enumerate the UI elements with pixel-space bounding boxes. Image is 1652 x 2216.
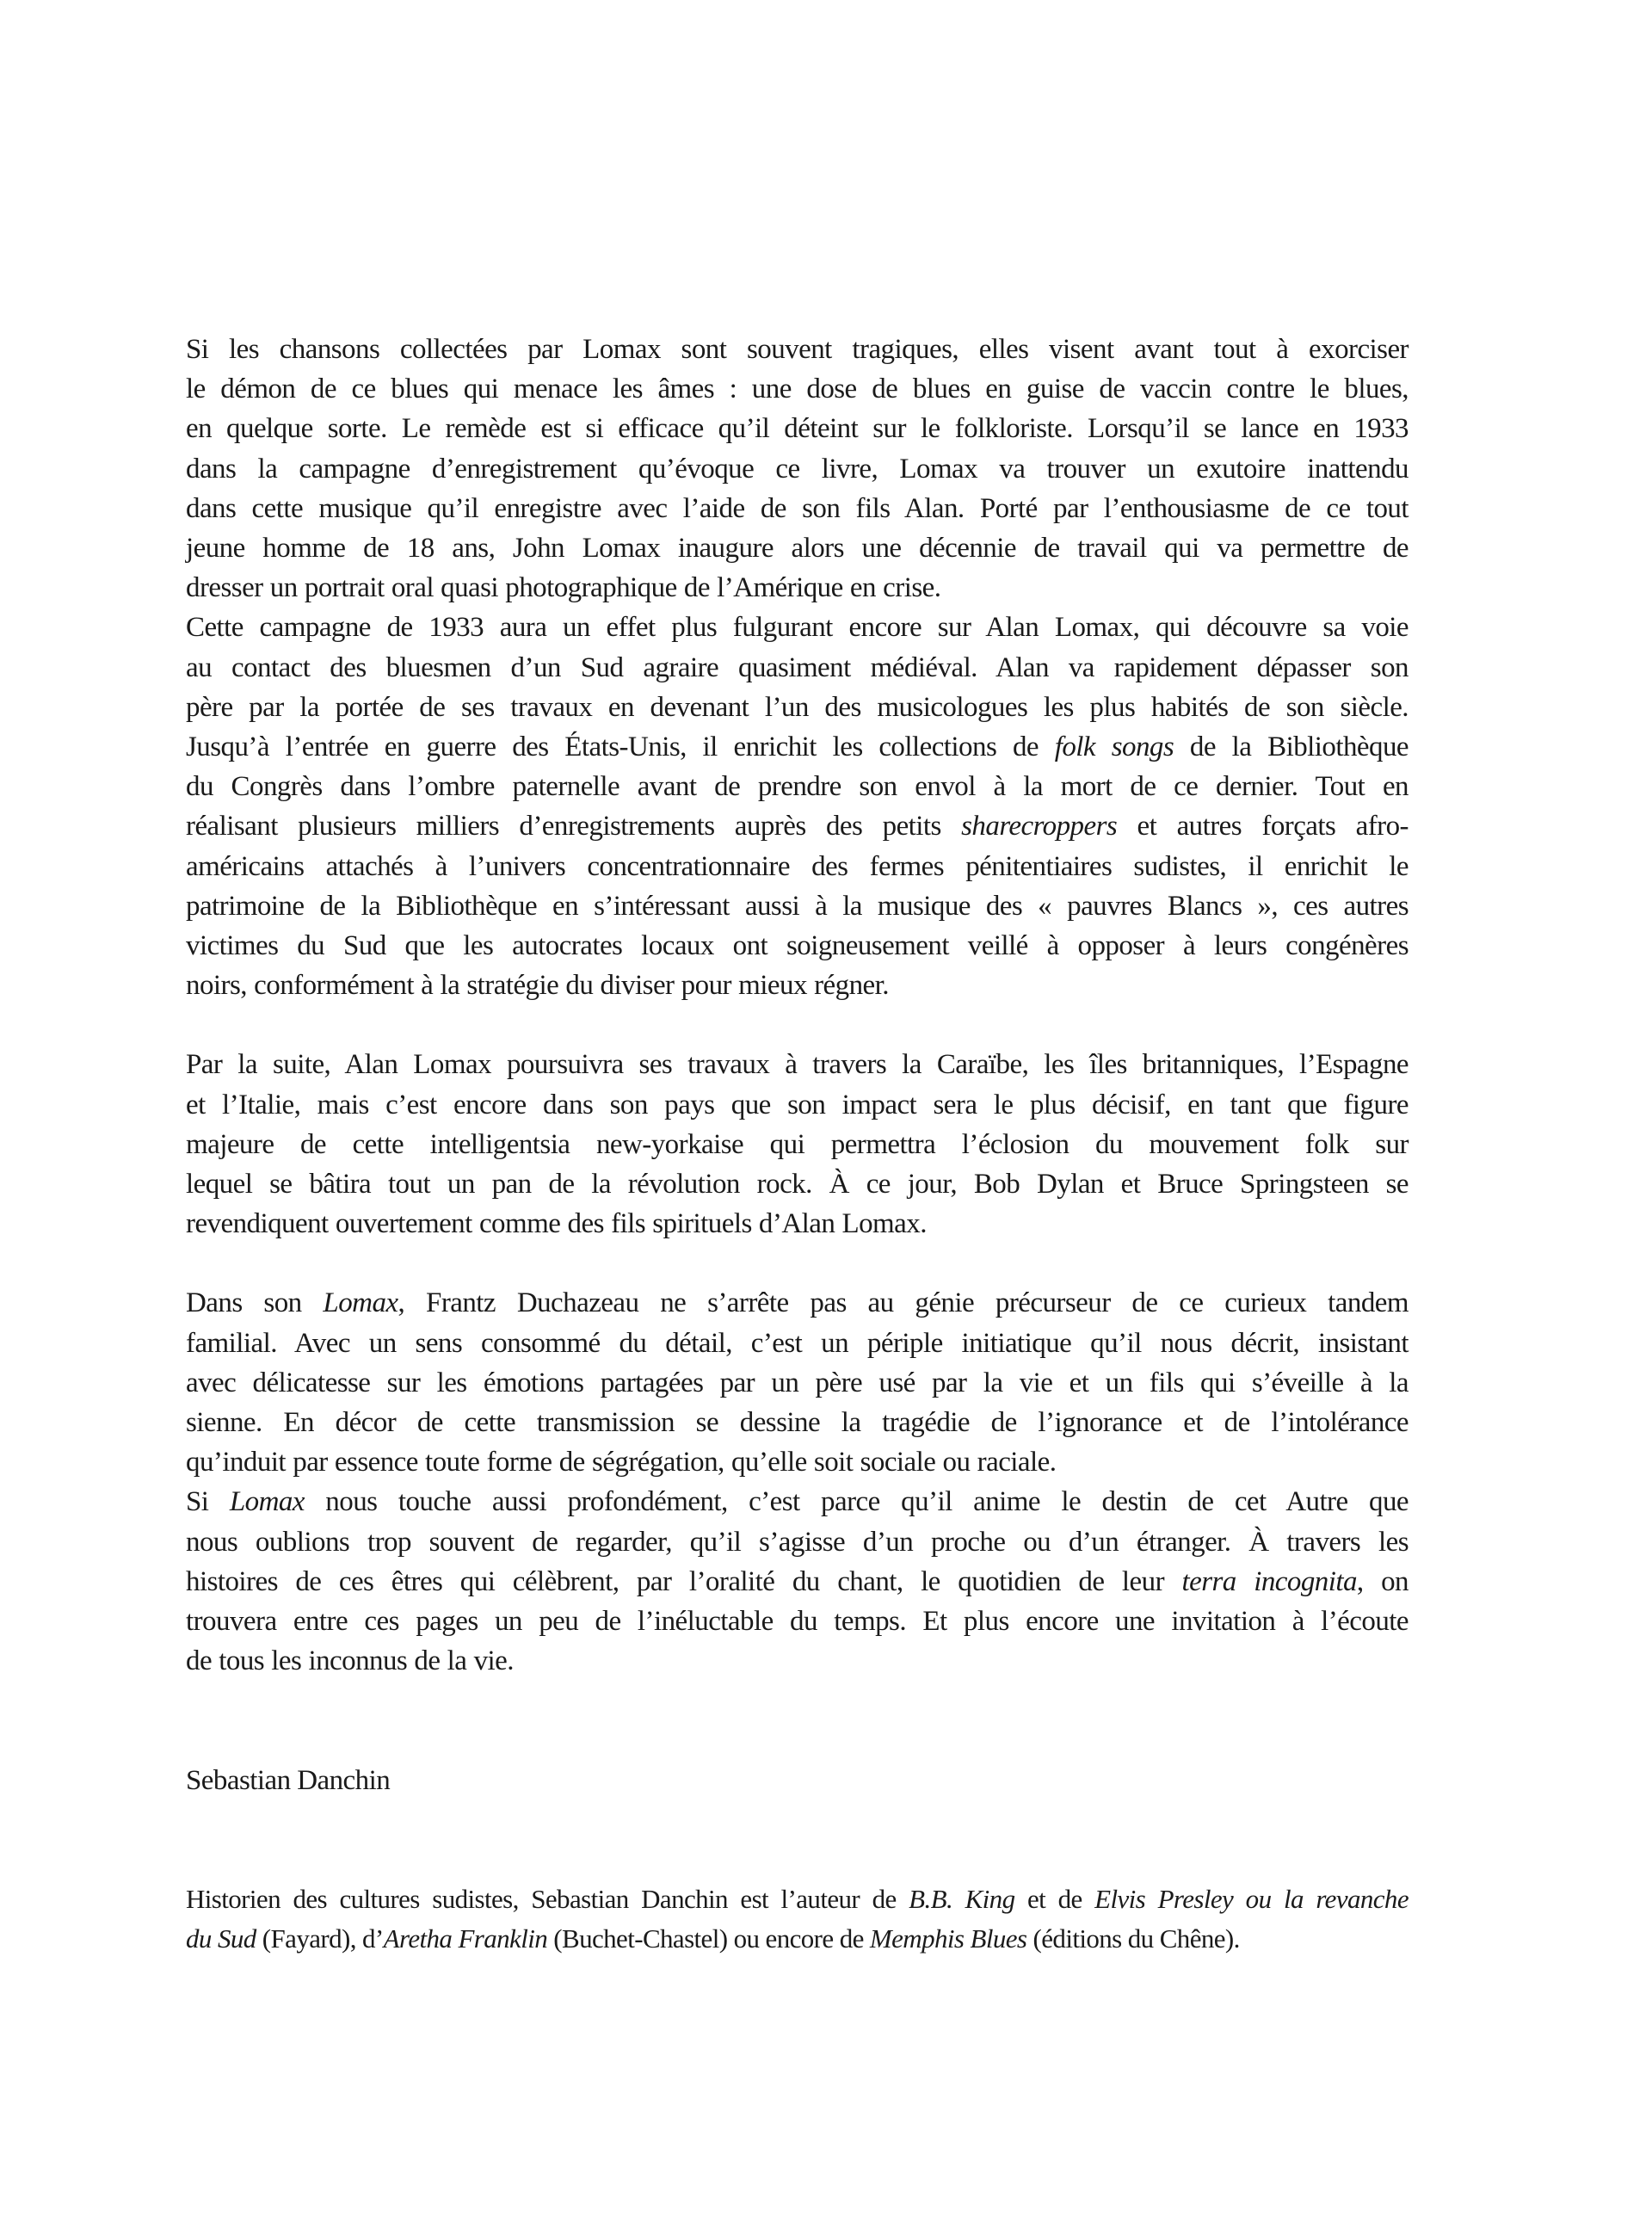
- bio-spacer: [186, 1800, 1409, 1880]
- text-run: nous oublions trop souvent de regarder, qu’il s’agisse d’un proche ou d’un étranger. À travers les: [186, 1526, 1409, 1558]
- paragraph-lomax-collections: [186, 330, 1409, 608]
- text-run: sienne. En décor de cette transmission se dessine la tragédie de l’ignorance et de l’intolérance: [186, 1407, 1409, 1439]
- text-run: victimes du Sud que les autocrates locaux ont soigneusement veillé à opposer à leurs congénères: [186, 930, 1409, 962]
- text-line: [186, 767, 1409, 806]
- italic-title: Elvis Presley ou la revanche: [1094, 1883, 1409, 1914]
- text-run: patrimoine de la Bibliothèque en s’intéressant aussi à la musique des « pauvres Blancs », ces autres: [186, 890, 1409, 922]
- text-line: [186, 1562, 1409, 1602]
- italic-title: B.B. King: [909, 1883, 1015, 1914]
- text-run: avec délicatesse sur les émotions partagées par un père usé par la vie et un fils qui s’éveille à la: [186, 1367, 1409, 1398]
- text-line: [186, 608, 1409, 647]
- text-line: [186, 330, 1409, 369]
- text-line: [186, 1919, 1409, 1959]
- text-run: au contact des bluesmen d’un Sud agraire quasiment médiéval. Alan va rapidement dépasser son: [186, 651, 1409, 683]
- text-line: [186, 1522, 1409, 1562]
- text-line: [186, 727, 1409, 767]
- text-line: [186, 1164, 1409, 1204]
- text-line: [186, 688, 1409, 727]
- text-run: Si les chansons collectées par Lomax sont souvent tragiques, elles visent avant tout à exorciser: [186, 334, 1409, 365]
- text-run: jeune homme de 18 ans, John Lomax inaugure alors une décennie de travail qui va permettre de: [186, 533, 1409, 565]
- text-line: [186, 1204, 1409, 1244]
- text-run: de tous les inconnus de la vie.: [186, 1645, 514, 1677]
- italic-title: Lomax: [323, 1287, 398, 1319]
- text-line: [186, 449, 1409, 489]
- italic-title: Aretha Franklin: [383, 1923, 548, 1954]
- text-line: [186, 1602, 1409, 1641]
- text-line: [186, 847, 1409, 886]
- text-line: [186, 489, 1409, 528]
- paragraph-duchazeau-lomax: [186, 1283, 1409, 1482]
- text-run: trouvera entre ces pages un peu de l’inéluctable du temps. Et plus encore une invitation à l’écoute: [186, 1606, 1409, 1638]
- text-run: (éditions du Chêne).: [1026, 1923, 1240, 1954]
- text-run: revendiquent ouvertement comme des fils spirituels d’Alan Lomax.: [186, 1208, 927, 1240]
- italic-title: du Sud: [186, 1923, 256, 1954]
- text-run: réalisant plusieurs milliers d’enregistrements auprès des petits: [186, 811, 962, 843]
- text-line: [186, 1045, 1409, 1084]
- text-run: du Congrès dans l’ombre paternelle avant de prendre son envol à la mort de ce dernier. Tout en: [186, 771, 1409, 803]
- text-line: [186, 1125, 1409, 1164]
- text-run: dans la campagne d’enregistrement qu’évoque ce livre, Lomax va trouver un exutoire inattendu: [186, 453, 1409, 485]
- text-line: [186, 886, 1409, 926]
- author-signature: Sebastian Danchin: [186, 1764, 391, 1796]
- text-run: Si: [186, 1486, 230, 1518]
- text-run: dresser un portrait oral quasi photographique de l’Amérique en crise.: [186, 572, 941, 604]
- text-run: , Frantz Duchazeau ne s’arrête pas au génie précurseur de ce curieux tandem: [398, 1287, 1409, 1319]
- text-run: (Fayard), d’: [256, 1923, 384, 1954]
- text-run: noirs, conformément à la stratégie du diviser pour mieux régner.: [186, 970, 889, 1002]
- text-run: Historien des cultures sudistes, Sebastian Danchin est l’auteur de: [186, 1883, 909, 1914]
- italic-title: sharecroppers: [961, 811, 1118, 843]
- paragraph-lomax-touches: [186, 1482, 1409, 1681]
- italic-title: terra incognita: [1181, 1565, 1357, 1597]
- text-line: [186, 1442, 1409, 1482]
- text-run: Cette campagne de 1933 aura un effet plus fulgurant encore sur Alan Lomax, qui découvre sa voie: [186, 612, 1409, 644]
- author-bio: [186, 1880, 1409, 1959]
- text-line: [186, 369, 1409, 409]
- text-line: [186, 1482, 1409, 1522]
- text-run: lequel se bâtira tout un pan de la révolution rock. À ce jour, Bob Dylan et Bruce Springsteen se: [186, 1169, 1409, 1201]
- paragraph-campaign-1933: [186, 608, 1409, 1005]
- text-run: et l’Italie, mais c’est encore dans son pays que son impact sera le plus décisif, en tant que figure: [186, 1089, 1409, 1120]
- text-line: [186, 409, 1409, 448]
- text-line: [186, 966, 1409, 1005]
- text-line: [186, 1085, 1409, 1125]
- text-line: [186, 1641, 1409, 1681]
- text-run: Par la suite, Alan Lomax poursuivra ses travaux à travers la Caraïbe, les îles britanniques, l’Espagne: [186, 1049, 1409, 1081]
- text-line: [186, 1283, 1409, 1323]
- italic-title: Lomax: [229, 1486, 305, 1518]
- text-line: [186, 1363, 1409, 1403]
- text-run: dans cette musique qu’il enregistre avec l’aide de son fils Alan. Porté par l’enthousiasme de ce tout: [186, 492, 1409, 524]
- italic-title: folk songs: [1054, 731, 1174, 763]
- text-line: [186, 1880, 1409, 1919]
- text-run: majeure de cette intelligentsia new-yorkaise qui permettra l’éclosion du mouvement folk sur: [186, 1128, 1409, 1160]
- text-run: Dans son: [186, 1287, 324, 1319]
- document-page: [186, 330, 1409, 1959]
- text-run: américains attachés à l’univers concentrationnaire des fermes pénitentiaires sudistes, il enrichit le: [186, 850, 1409, 882]
- text-line: [186, 1403, 1409, 1442]
- text-line: [186, 568, 1409, 608]
- text-run: , on: [1356, 1565, 1409, 1597]
- text-line: [186, 926, 1409, 966]
- text-line: [186, 528, 1409, 568]
- text-run: en quelque sorte. Le remède est si efficace qu’il déteint sur le folkloriste. Lorsqu’il se lance en 1933: [186, 413, 1409, 445]
- text-line: [186, 806, 1409, 846]
- text-line: [186, 1324, 1409, 1363]
- text-run: familial. Avec un sens consommé du détail, c’est un périple initiatique qu’il nous décrit, insistant: [186, 1327, 1409, 1359]
- text-run: et autres forçats afro-: [1117, 811, 1409, 843]
- paragraph-alan-later-work: [186, 1045, 1409, 1244]
- text-run: Jusqu’à l’entrée en guerre des États-Unis, il enrichit les collections de: [186, 731, 1055, 763]
- italic-title: Memphis Blues: [869, 1923, 1027, 1954]
- text-run: de la Bibliothèque: [1174, 731, 1409, 763]
- text-run: nous touche aussi profondément, c’est parce qu’il anime le destin de cet Autre que: [304, 1486, 1409, 1518]
- text-run: (Buchet-Chastel) ou encore de: [547, 1923, 870, 1954]
- text-run: et de: [1014, 1883, 1095, 1914]
- text-run: qu’induit par essence toute forme de ségrégation, qu’elle soit sociale ou raciale.: [186, 1447, 1057, 1478]
- paragraph-spacer: [186, 1005, 1409, 1045]
- text-run: histoires de ces êtres qui célèbrent, par l’oralité du chant, le quotidien de leur: [186, 1565, 1182, 1597]
- text-run: le démon de ce blues qui menace les âmes : une dose de blues en guise de vaccin contre le blues,: [186, 373, 1409, 405]
- text-line: [186, 648, 1409, 688]
- text-run: père par la portée de ses travaux en devenant l’un des musicologues les plus habités de son siècle.: [186, 691, 1409, 723]
- paragraph-spacer: [186, 1244, 1409, 1283]
- signature-spacer: [186, 1682, 1409, 1761]
